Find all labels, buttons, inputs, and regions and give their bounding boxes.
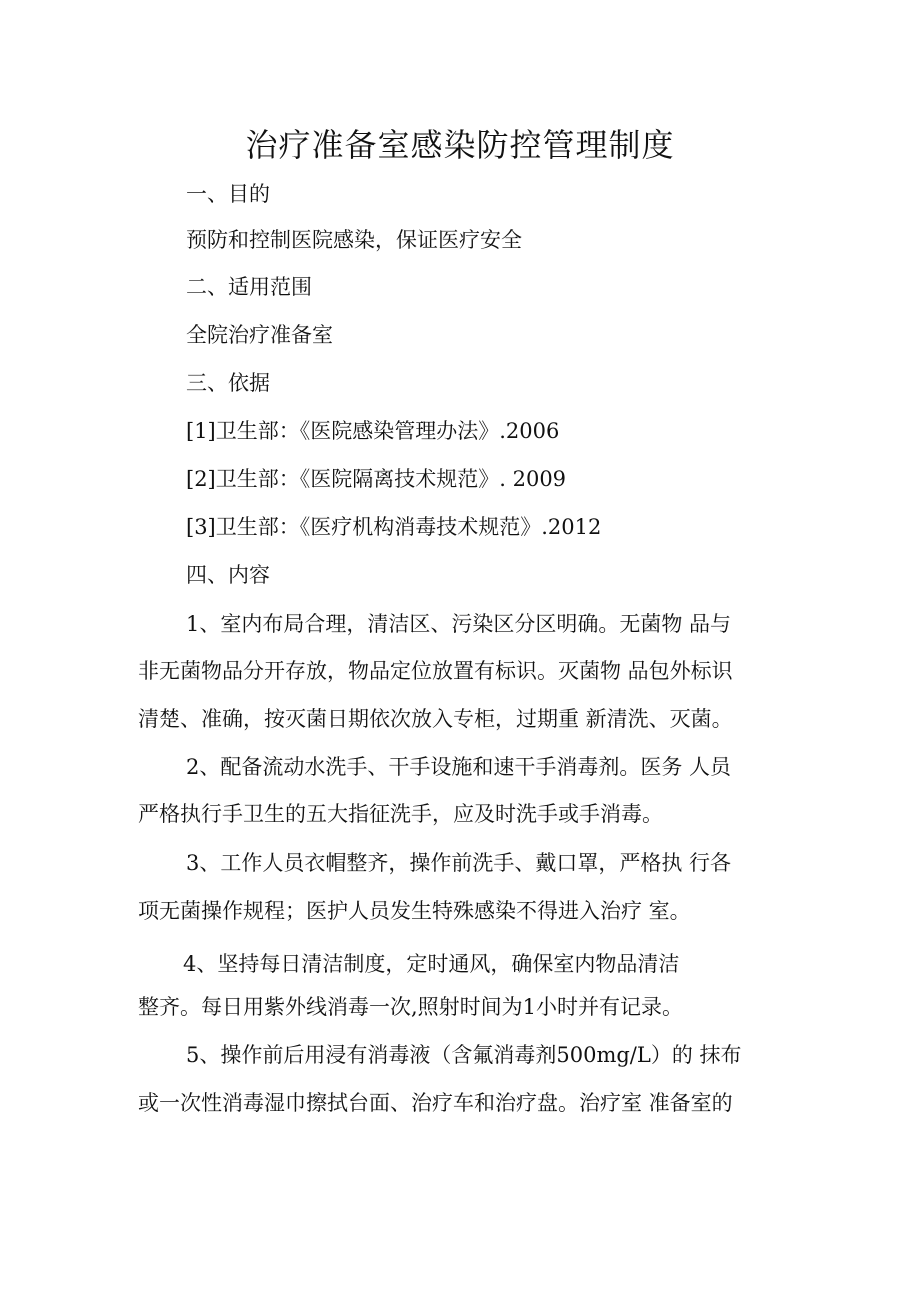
reference-item: [1]卫生部：《医院感染管理办法》.2006 xyxy=(186,419,560,443)
paragraph-line: 非无菌物品分开存放，物品定位放置有标识。灭菌物 品包外标识 xyxy=(138,659,733,683)
section-heading-basis: 三、依据 xyxy=(186,371,270,395)
paragraph-line: 1、室内布局合理，清洁区、污染区分区明确。无菌物 品与 xyxy=(186,612,732,636)
paragraph-line: 清楚、准确，按灭菌日期依次放入专柜，过期重 新清洗、灭菌。 xyxy=(138,707,733,731)
paragraph-line: 整齐。每日用紫外线消毒一次,照射时间为1小时并有记录。 xyxy=(138,995,684,1019)
paragraph-line: 或一次性消毒湿巾擦拭台面、治疗车和治疗盘。治疗室 准备室的 xyxy=(138,1091,733,1115)
reference-item: [2]卫生部：《医院隔离技术规范》. 2009 xyxy=(186,467,567,491)
section-heading-scope: 二、适用范围 xyxy=(186,275,312,299)
section-heading-purpose: 一、目的 xyxy=(186,182,270,206)
reference-item: [3]卫生部：《医疗机构消毒技术规范》.2012 xyxy=(186,515,602,539)
paragraph-line: 3、工作人员衣帽整齐，操作前洗手、戴口罩，严格执 行各 xyxy=(186,851,732,875)
paragraph-line: 项无菌操作规程；医护人员发生特殊感染不得进入治疗 室。 xyxy=(138,899,691,923)
document-title: 治疗准备室感染防控管理制度 xyxy=(245,126,675,164)
paragraph-line: 5、操作前后用浸有消毒液（含氟消毒剂500mg/L）的 抹布 xyxy=(186,1043,742,1067)
section-heading-content: 四、内容 xyxy=(186,563,270,587)
paragraph-line: 4、坚持每日清洁制度，定时通风，确保室内物品清洁 xyxy=(183,952,680,976)
paragraph-line: 2、配备流动水洗手、干手设施和速干手消毒剂。医务 人员 xyxy=(186,755,732,779)
paragraph-line: 严格执行手卫生的五大指征洗手，应及时洗手或手消毒。 xyxy=(138,802,663,826)
paragraph-line: 预防和控制医院感染，保证医疗安全 xyxy=(186,228,522,252)
paragraph-line: 全院治疗准备室 xyxy=(186,323,333,347)
